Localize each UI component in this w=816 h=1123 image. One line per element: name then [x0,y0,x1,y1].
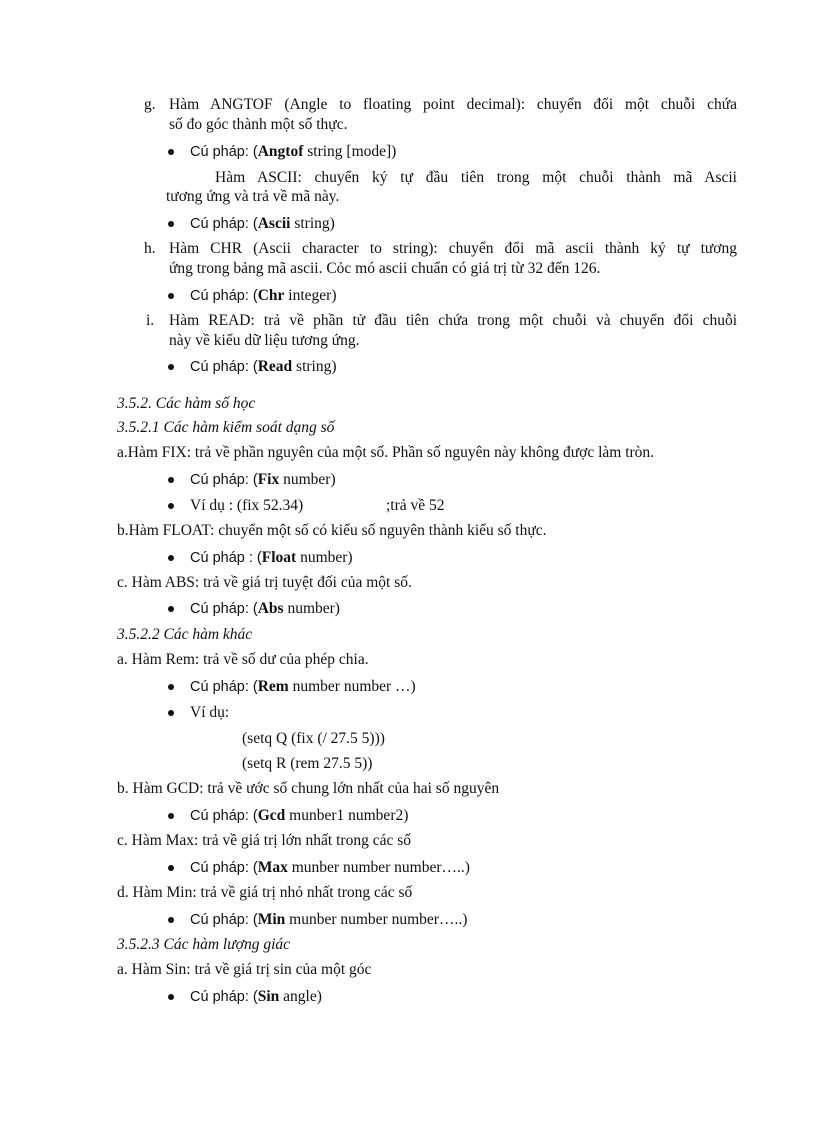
fix-description: a.Hàm FIX: trả về phần nguyên của một số. Phần số nguyên này không được làm tròn. [117,444,655,461]
fix-example: Ví dụ : (fix 52.34) [190,497,304,514]
fix-syntax: Cú pháp: (Fix number) [190,471,336,488]
ascii-description-line2: tương ứng và trả về mã này. [166,188,340,205]
bullet-icon [168,917,174,923]
fix-example-result: ;trả về 52 [386,497,445,514]
min-syntax: Cú pháp: (Min munber number number…..) [190,911,468,928]
bullet-icon [168,813,174,819]
read-description-line1: Hàm READ: trả về phần tử đầu tiên chứa trong một chuỗi và chuyển đổi chuỗi [169,312,737,329]
section-heading-3-5-2-3: 3.5.2.3 Các hàm lượng giác [117,936,291,953]
rem-example-code-1: (setq Q (fix (/ 27.5 5))) [242,730,385,747]
min-description: d. Hàm Min: trả về giá trị nhỏ nhất trong các số [117,884,413,901]
chr-syntax: Cú pháp: (Chr integer) [190,287,337,304]
float-description: b.Hàm FLOAT: chuyển một số có kiểu số nguyên thành kiểu số thực. [117,522,547,539]
bullet-icon [168,684,174,690]
read-syntax: Cú pháp: (Read string) [190,358,337,375]
max-description: c. Hàm Max: trả về giá trị lớn nhất trong các số [117,832,411,849]
rem-example-code-2: (setq R (rem 27.5 5)) [242,755,373,772]
ascii-description-line1: Hàm ASCII: chuyển ký tự đầu tiên trong một chuỗi thành mã Ascii [215,169,737,186]
gcd-syntax: Cú pháp: (Gcd munber1 number2) [190,807,409,824]
sin-syntax: Cú pháp: (Sin angle) [190,988,322,1005]
bullet-icon [168,364,174,370]
gcd-description: b. Hàm GCD: trả về ước số chung lớn nhất của hai số nguyên [117,780,500,797]
abs-description: c. Hàm ABS: trả về giá trị tuyệt đối của một số. [117,574,412,591]
list-marker-h: h. [144,240,156,257]
bullet-icon [168,555,174,561]
bullet-icon [168,606,174,612]
list-marker-g: g. [144,96,156,113]
read-description-line2: này về kiểu dữ liệu tương ứng. [169,332,360,349]
rem-syntax: Cú pháp: (Rem number number …) [190,678,416,695]
ascii-syntax: Cú pháp: (Ascii string) [190,215,335,232]
angtof-description-line1: Hàm ANGTOF (Angle to floating point decimal): chuyển đổi một chuỗi chứa [169,96,737,113]
bullet-icon [168,149,174,155]
angtof-syntax: Cú pháp: (Angtof string [mode]) [190,143,397,160]
section-heading-3-5-2-1: 3.5.2.1 Các hàm kiểm soát dạng số [117,419,335,436]
bullet-icon [168,994,174,1000]
section-heading-3-5-2-2: 3.5.2.2 Các hàm khác [117,626,253,643]
section-heading-3-5-2: 3.5.2. Các hàm số học [117,395,256,412]
float-syntax: Cú pháp : (Float number) [190,549,353,566]
chr-description-line2: ứng trong bảng mã ascii. Cỏc mó ascii chuẩn có giá trị từ 32 đến 126. [169,260,601,277]
bullet-icon [168,221,174,227]
chr-description-line1: Hàm CHR (Ascii character to string): chuyển đổi mã ascii thành ký tự tương [169,240,737,257]
sin-description: a. Hàm Sin: trả về giá trị sin của một góc [117,961,372,978]
bullet-icon [168,710,174,716]
rem-description: a. Hàm Rem: trả về số dư của phép chia. [117,651,369,668]
angtof-description-line2: số đo góc thành một số thực. [169,116,348,133]
bullet-icon [168,293,174,299]
list-marker-i: i. [146,312,155,329]
bullet-icon [168,503,174,509]
max-syntax: Cú pháp: (Max munber number number…..) [190,859,470,876]
rem-example-label: Ví dụ: [190,704,230,721]
abs-syntax: Cú pháp: (Abs number) [190,600,340,617]
bullet-icon [168,865,174,871]
bullet-icon [168,477,174,483]
